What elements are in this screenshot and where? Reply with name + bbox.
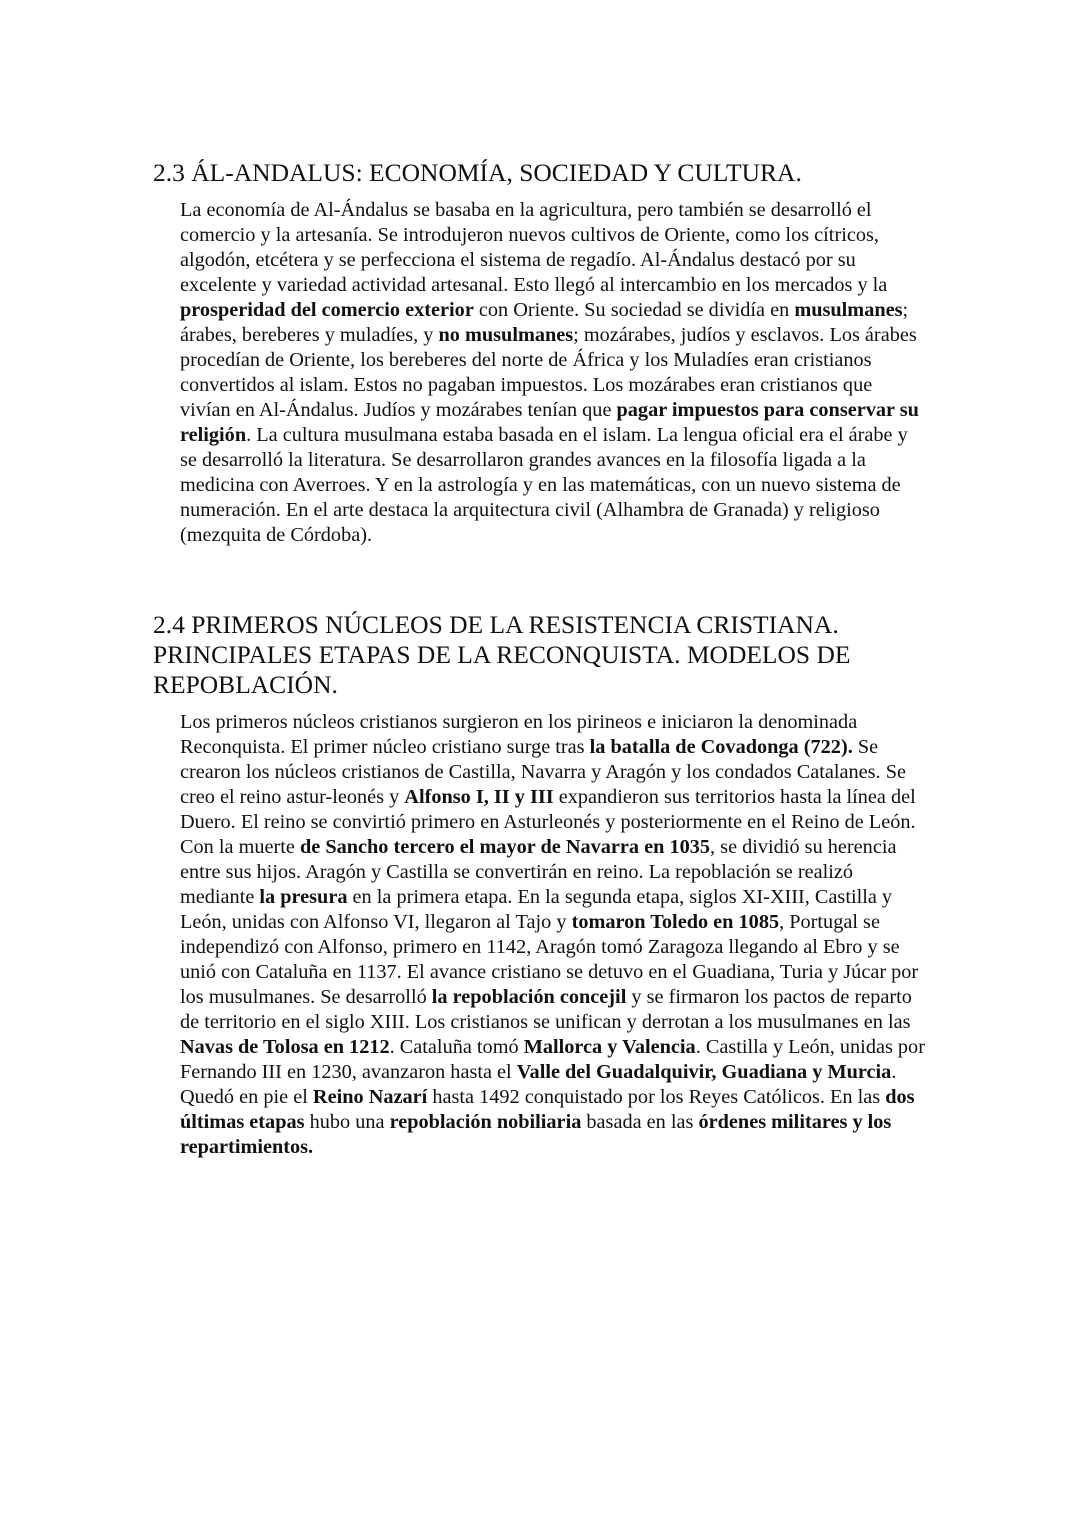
bold-text-run: Reino Nazarí xyxy=(312,1086,428,1108)
bold-text-run: pagar impuestos para conservar su religión xyxy=(180,399,919,446)
bold-text-run: Alfonso I, II y III xyxy=(404,786,554,808)
bold-text-run: tomaron Toledo en 1085 xyxy=(571,911,780,933)
text-run: con Oriente. Su sociedad se dividía en xyxy=(473,299,795,321)
section-paragraph xyxy=(180,710,925,1160)
text-run: La economía de Al-Ándalus se basaba en la agricultura, pero también se desarrolló el comercio y la artesanía. Se introdujeron nuevos cultivos de Oriente, como los cítricos, algodón, etcétera y se perfecciona el sistema de regadío. Al-Ándalus destacó por su excelente y variedad actividad artesanal. Esto llegó al intercambio en los mercados y la xyxy=(180,199,888,296)
bold-text-run: órdenes militares y los repartimientos. xyxy=(180,1111,892,1158)
bold-text-run: la batalla de Covadonga (722). xyxy=(589,736,853,758)
text-run: , Portugal se independizó con Alfonso, primero en 1142, Aragón tomó Zaragoza llegando al Ebro y se unió con Cataluña en 1137. El avance cristiano se detuvo en el Guadiana, Turia y Júcar por los musulmanes. Se desarrolló xyxy=(180,911,919,1008)
text-run: hasta 1492 conquistado por los Reyes Católicos. En las xyxy=(427,1086,886,1108)
text-run: y se firmaron los pactos de reparto de territorio en el siglo XIII. Los cristianos se unifican y derrotan a los musulmanes en las xyxy=(180,986,912,1033)
text-run: Se crearon los núcleos cristianos de Castilla, Navarra y Aragón y los condados Catalanes. Se creo el reino astur-leonés y xyxy=(180,736,906,808)
section-heading: 2.3 ÁL-ANDALUS: ECONOMÍA, SOCIEDAD Y CULTURA. xyxy=(153,158,802,187)
bold-text-run: prosperidad del comercio exterior xyxy=(180,299,474,321)
text-run: . La cultura musulmana estaba basada en el islam. La lengua oficial era el árabe y se desarrolló la literatura. Se desarrollaron grandes avances en la filosofía ligada a la medicina con Averroes. Y en la astrología y en las matemáticas, con un nuevo sistema de numeración. En el arte destaca la arquitectura civil (Alhambra de Granada) y religioso (mezquita de Córdoba). xyxy=(180,424,908,546)
text-run: . Quedó en pie el xyxy=(180,1061,897,1108)
section-paragraph xyxy=(180,198,925,548)
bold-text-run: no musulmanes xyxy=(438,324,574,346)
bold-text-run: Mallorca y Valencia xyxy=(523,1036,696,1058)
bold-text-run: musulmanes xyxy=(794,299,903,321)
bold-text-run: la repoblación concejil xyxy=(431,986,627,1008)
bold-text-run: repoblación nobiliaria xyxy=(389,1111,582,1133)
text-run: hubo una xyxy=(304,1111,390,1133)
text-run: en la primera etapa. En la segunda etapa, siglos XI-XIII, Castilla y León, unidas con Alfonso VI, llegaron al Tajo y xyxy=(180,886,893,933)
section-al-andalus xyxy=(153,158,943,548)
bold-text-run: Navas de Tolosa en 1212 xyxy=(180,1036,390,1058)
bold-text-run: la presura xyxy=(259,886,348,908)
bold-text-run: Valle del Guadalquivir, Guadiana y Murcia xyxy=(516,1061,892,1083)
text-run: , se dividió su herencia entre sus hijos. Aragón y Castilla se convertirán en reino. La repoblación se realizó mediante xyxy=(180,836,897,908)
section-heading: 2.4 PRIMEROS NÚCLEOS DE LA RESISTENCIA CRISTIANA. PRINCIPALES ETAPAS DE LA RECONQUISTA. MODELOS DE REPOBLACIÓN. xyxy=(153,610,851,699)
text-run: basada en las xyxy=(581,1111,699,1133)
text-run: . Cataluña tomó xyxy=(389,1036,524,1058)
text-run: . Castilla y León, unidas por Fernando III en 1230, avanzaron hasta el xyxy=(180,1036,925,1083)
text-run: Los primeros núcleos cristianos surgieron en los pirineos e iniciaron la denominada Reconquista. El primer núcleo cristiano surge tras xyxy=(180,711,858,758)
text-run: ; árabes, bereberes y muladíes, y xyxy=(180,299,909,346)
bold-text-run: de Sancho tercero el mayor de Navarra en 1035 xyxy=(299,836,711,858)
text-run: expandieron sus territorios hasta la línea del Duero. El reino se convirtió primero en Asturleonés y posteriormente en el Reino de León. Con la muerte xyxy=(180,786,916,858)
section-reconquista xyxy=(153,610,943,1160)
bold-text-run: dos últimas etapas xyxy=(180,1086,915,1133)
text-run: ; mozárabes, judíos y esclavos. Los árabes procedían de Oriente, los bereberes del norte de África y los Muladíes eran cristianos convertidos al islam. Estos no pagaban impuestos. Los mozárabes eran cristianos que vivían en Al-Ándalus. Judíos y mozárabes tenían que xyxy=(180,324,917,421)
